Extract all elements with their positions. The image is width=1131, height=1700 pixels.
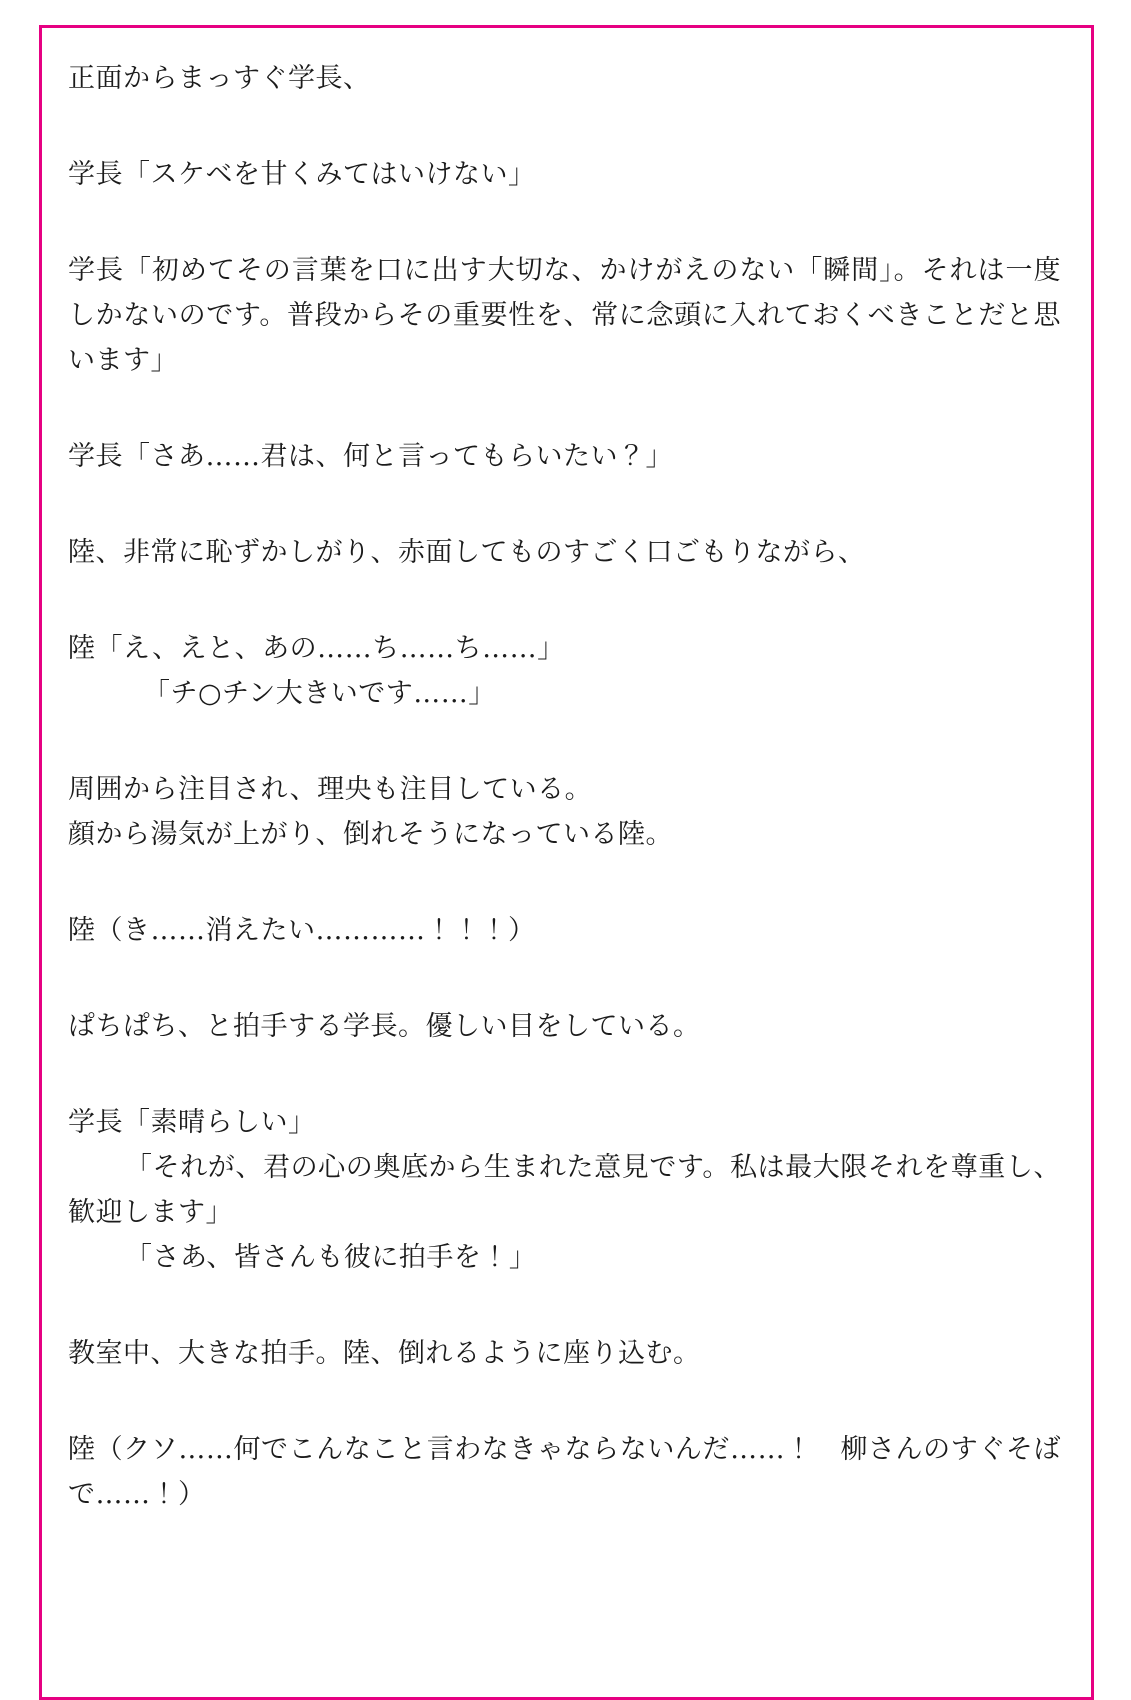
paragraph <box>68 767 1061 857</box>
script-line: 「さあ、皆さんも彼に拍手を！」 <box>125 1242 537 1273</box>
paragraph <box>68 1004 1061 1049</box>
script-line: 学長「初めてその言葉を口に出す大切な、かけがえのない「瞬間」。それは一度しかないのです。普段からその重要性を、常に念頭に入れておくべきことだと思います」 <box>68 255 1061 376</box>
script-line: 陸、非常に恥ずかしがり、赤面してものすごく口ごもりながら、 <box>68 537 866 568</box>
paragraph <box>68 1427 1061 1517</box>
script-line: 「チ○チン大きいです……」 <box>143 678 496 709</box>
paragraph <box>68 56 1061 101</box>
script-line: ぱちぱち、と拍手する学長。優しい目をしている。 <box>68 1011 701 1042</box>
script-line: 顔から湯気が上がり、倒れそうになっている陸。 <box>68 819 673 850</box>
script-text <box>42 28 1091 1517</box>
paragraph <box>68 434 1061 479</box>
script-line: 正面からまっすぐ学長、 <box>68 63 371 94</box>
paragraph <box>68 626 1061 716</box>
script-line: 学長「素晴らしい」 <box>68 1107 316 1138</box>
script-line: 陸（クソ……何でこんなこと言わなきゃならないんだ……！ 柳さんのすぐそばで……！） <box>68 1434 1061 1510</box>
paragraph <box>68 248 1061 383</box>
page-border-frame <box>39 25 1094 1700</box>
script-line: 学長「さあ……君は、何と言ってもらいたい？」 <box>68 441 673 472</box>
script-line: 周囲から注目され、理央も注目している。 <box>68 774 593 805</box>
paragraph <box>68 1100 1061 1280</box>
script-line: 陸（き……消えたい…………！！！） <box>68 915 536 946</box>
script-line: 教室中、大きな拍手。陸、倒れるように座り込む。 <box>68 1338 701 1369</box>
script-line: 「それが、君の心の奥底から生まれた意見です。私は最大限それを尊重し、歓迎します」 <box>68 1152 1061 1228</box>
script-line: 学長「スケベを甘くみてはいけない」 <box>68 159 536 190</box>
paragraph <box>68 1331 1061 1376</box>
script-line: 陸「え、えと、あの……ち……ち……」 <box>68 633 565 664</box>
paragraph <box>68 530 1061 575</box>
paragraph <box>68 908 1061 953</box>
paragraph <box>68 152 1061 197</box>
